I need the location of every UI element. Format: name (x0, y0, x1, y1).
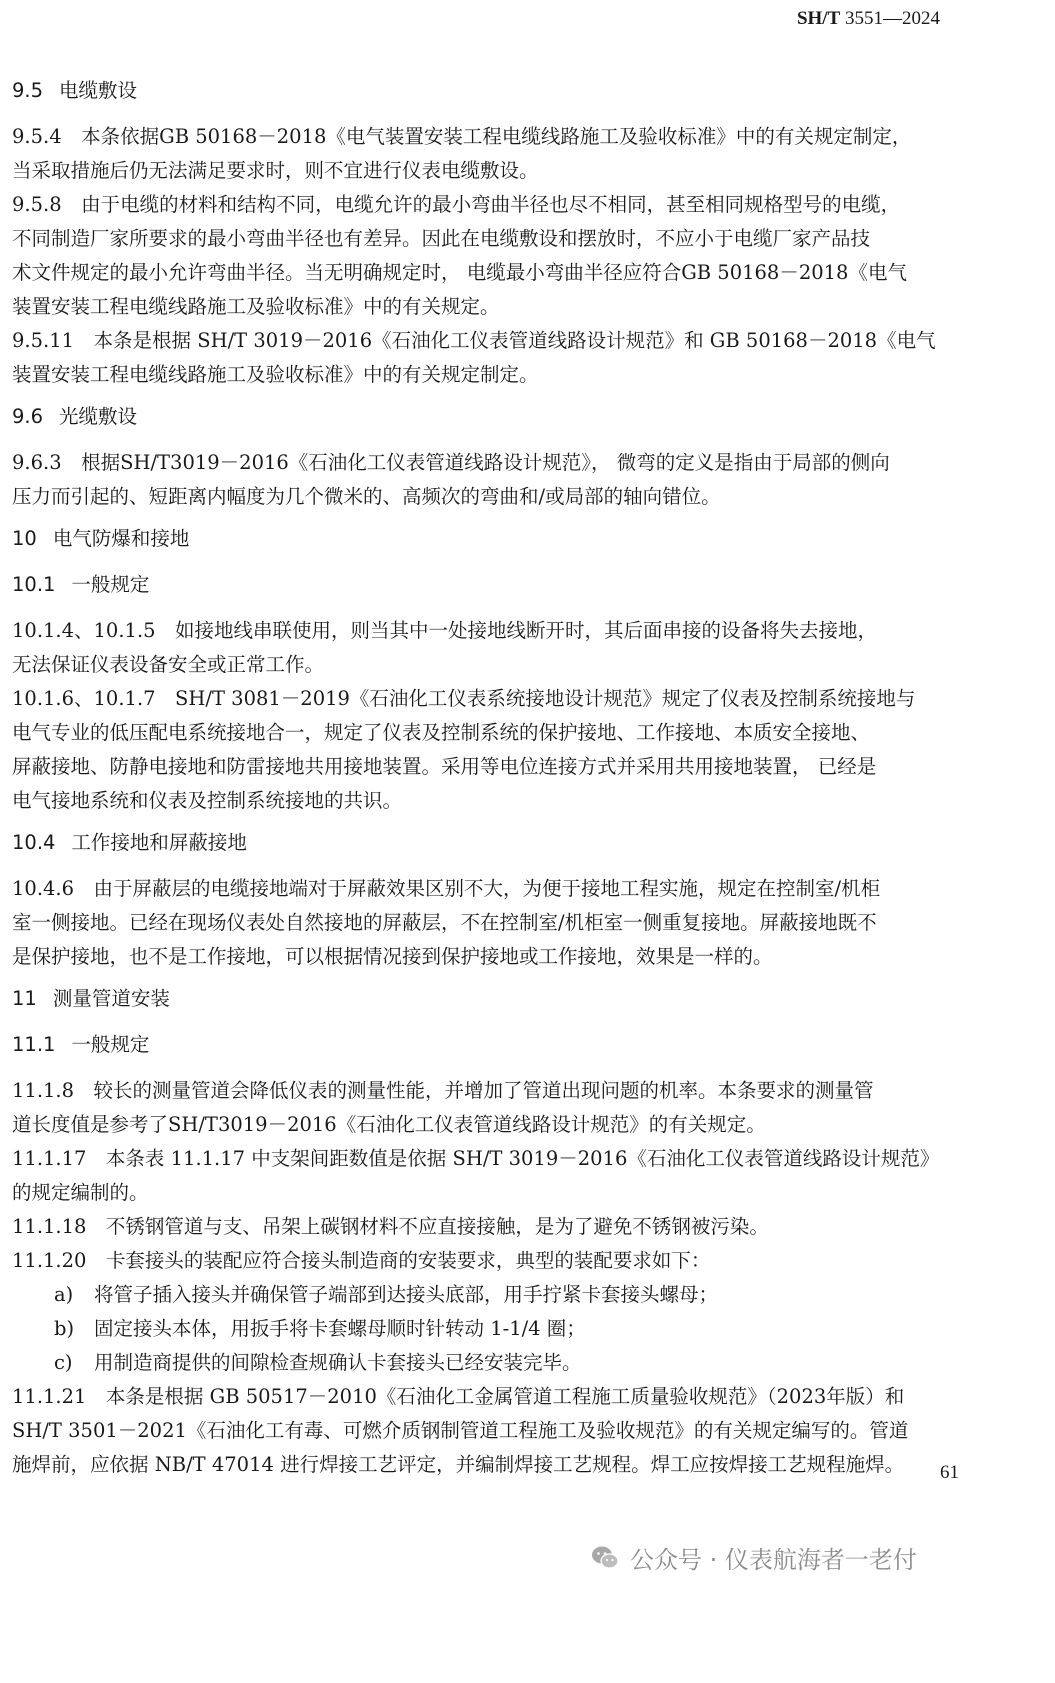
text-line: 电气专业的低压配电系统接地合一，规定了仪表及控制系统的保护接地、工作接地、本质安全接地、 (12, 721, 871, 744)
paragraph (12, 1074, 1032, 1142)
text-line: 道长度值是参考了SH/T3019－2016《石油化工仪表管道线路设计规范》的有关规定。 (12, 1113, 766, 1136)
section-number: 9.6 (12, 405, 44, 428)
list-item (12, 1312, 1032, 1346)
wechat-icon (590, 1543, 620, 1573)
section-number: 10 (12, 527, 37, 550)
paragraph (12, 324, 1032, 392)
watermark-text: 公众号 · 仪表航海者一老付 (630, 1546, 917, 1574)
text-line: 9.5.4 本条依据GB 50168－2018《电气装置安装工程电缆线路施工及验收标准》中的有关规定制定， (12, 125, 912, 148)
text-line: 施焊前，应依据 NB/T 47014 进行焊接工艺评定，并编制焊接工艺规程。焊工应按焊接工艺规程施焊。 (12, 1453, 905, 1476)
text-line: 电气接地系统和仪表及控制系统接地的共识。 (12, 789, 403, 812)
list-text: 固定接头本体，用扳手将卡套螺母顺时针转动 1-1/4 圈； (94, 1317, 586, 1340)
list-marker: a) (54, 1283, 74, 1306)
document-body (12, 66, 1032, 1482)
section-title: 一般规定 (71, 1033, 150, 1056)
text-line: 的规定编制的。 (12, 1181, 149, 1204)
section-number: 11.1 (12, 1033, 56, 1056)
text-line: 9.5.8 由于电缆的材料和结构不同，电缆允许的最小弯曲半径也尽不相同，甚至相同规格型号的电缆， (12, 193, 901, 216)
paragraph (12, 1210, 1032, 1244)
text-line: 11.1.21 本条是根据 GB 50517－2010《石油化工金属管道工程施工质量验收规范》（2023年版）和 (12, 1385, 905, 1408)
list-item (12, 1346, 1032, 1380)
section-heading (12, 74, 1032, 108)
section-title: 一般规定 (71, 573, 150, 596)
paragraph (12, 446, 1032, 514)
paragraph (12, 1142, 1032, 1210)
list-text: 用制造商提供的间隙检查规确认卡套接头已经安装完毕。 (94, 1351, 582, 1374)
text-line: 不同制造厂家所要求的最小弯曲半径也有差异。因此在电缆敷设和摆放时，不应小于电缆厂家产品技 (12, 227, 871, 250)
text-line: 10.4.6 由于屏蔽层的电缆接地端对于屏蔽效果区别不大，为便于接地工程实施，规定在控制室/机柜 (12, 877, 881, 900)
paragraph (12, 872, 1032, 974)
section-title: 光缆敷设 (59, 405, 138, 428)
section-number: 10.4 (12, 831, 56, 854)
text-line: 当采取措施后仍无法满足要求时，则不宜进行仪表电缆敷设。 (12, 159, 539, 182)
section-heading (12, 522, 1032, 556)
text-line: 装置安装工程电缆线路施工及验收标准》中的有关规定。 (12, 295, 500, 318)
section-heading (12, 982, 1032, 1016)
paragraph (12, 1380, 1032, 1482)
list-text: 将管子插入接头并确保管子端部到达接头底部，用手拧紧卡套接头螺母； (94, 1283, 719, 1306)
standard-prefix: SH/T (796, 8, 841, 29)
text-line: 压力而引起的、短距离内幅度为几个微米的、高频次的弯曲和/或局部的轴向错位。 (12, 485, 721, 508)
paragraph (12, 120, 1032, 188)
standard-number: 3551—2024 (845, 8, 940, 29)
list-marker: c) (54, 1351, 73, 1374)
section-title: 测量管道安装 (52, 987, 170, 1010)
section-heading (12, 1028, 1032, 1062)
section-heading (12, 400, 1032, 434)
text-line: 9.6.3 根据SH/T3019－2016《石油化工仪表管道线路设计规范》， 微弯的定义是指由于局部的侧向 (12, 451, 890, 474)
text-line: 屏蔽接地、防静电接地和防雷接地共用接地装置。采用等电位连接方式并采用共用接地装置， 已经是 (12, 755, 877, 778)
section-number: 10.1 (12, 573, 56, 596)
section-title: 电缆敷设 (59, 79, 138, 102)
text-line: 9.5.11 本条是根据 SH/T 3019－2016《石油化工仪表管道线路设计规范》和 GB 50168－2018《电气 (12, 329, 936, 352)
text-line: 是保护接地，也不是工作接地，可以根据情况接到保护接地或工作接地，效果是一样的。 (12, 945, 773, 968)
text-line: 10.1.6、10.1.7 SH/T 3081－2019《石油化工仪表系统接地设计规范》规定了仪表及控制系统接地与 (12, 687, 916, 710)
paragraph (12, 188, 1032, 324)
section-title: 工作接地和屏蔽接地 (71, 831, 247, 854)
text-line: 11.1.8 较长的测量管道会降低仪表的测量性能，并增加了管道出现问题的机率。本条要求的测量管 (12, 1079, 874, 1102)
section-heading (12, 568, 1032, 602)
text-line: 10.1.4、10.1.5 如接地线串联使用，则当其中一处接地线断开时，其后面串接的设备将失去接地， (12, 619, 878, 642)
paragraph (12, 1244, 1032, 1278)
section-heading (12, 826, 1032, 860)
text-line: SH/T 3501－2021《石油化工有毒、可燃介质钢制管道工程施工及验收规范》的有关规定编写的。管道 (12, 1419, 909, 1442)
text-line: 11.1.20 卡套接头的装配应符合接头制造商的安装要求，典型的装配要求如下： (12, 1249, 711, 1272)
section-title: 电气防爆和接地 (52, 527, 190, 550)
section-number: 11 (12, 987, 37, 1010)
watermark (590, 1540, 917, 1575)
text-line: 11.1.18 不锈钢管道与支、吊架上碳钢材料不应直接接触，是为了避免不锈钢被污染。 (12, 1215, 769, 1238)
text-line: 术文件规定的最小允许弯曲半径。当无明确规定时， 电缆最小弯曲半径应符合GB 50168－2018《电气 (12, 261, 907, 284)
list-item (12, 1278, 1032, 1312)
paragraph (12, 614, 1032, 682)
text-line: 装置安装工程电缆线路施工及验收标准》中的有关规定制定。 (12, 363, 539, 386)
section-number: 9.5 (12, 79, 44, 102)
standard-code (797, 8, 940, 30)
text-line: 室一侧接地。已经在现场仪表处自然接地的屏蔽层，不在控制室/机柜室一侧重复接地。屏蔽接地既不 (12, 911, 877, 934)
page-number: 61 (940, 1462, 959, 1483)
text-line: 无法保证仪表设备安全或正常工作。 (12, 653, 325, 676)
list-marker: b) (54, 1317, 75, 1340)
text-line: 11.1.17 本条表 11.1.17 中支架间距数值是依据 SH/T 3019－2016《石油化工仪表管道线路设计规范》 (12, 1147, 940, 1170)
paragraph (12, 682, 1032, 818)
